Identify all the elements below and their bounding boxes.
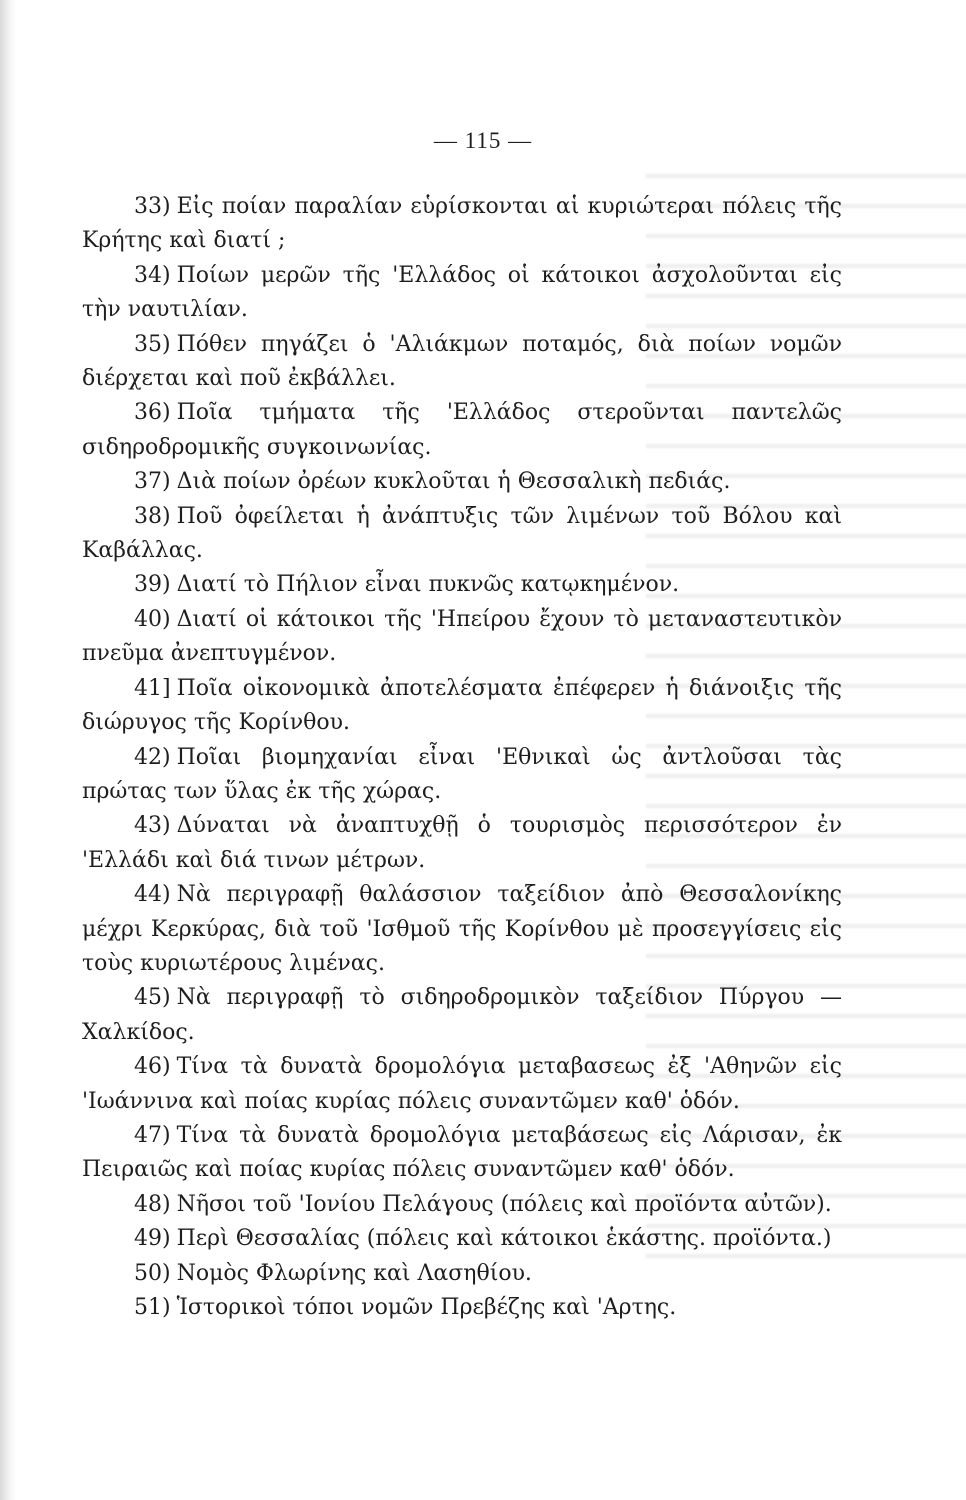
question-item [82,1291,842,1325]
question-text: Τίνα τὰ δυνατὰ δρομολόγια μεταβασεως ἐξ 'Αθηνῶν εἰς 'Ιωάννινα καὶ ποίας κυρίας πόλεις συναντῶμεν καθ' ὁδόν. [82,1054,842,1114]
question-text: Διατί τὸ Πήλιον εἶναι πυκνῶς κατῳκημένον. [176,572,680,598]
question-item [82,259,842,328]
question-number: 40) [134,606,171,632]
question-number: 45) [134,985,171,1011]
page-number: — 115 — [433,128,533,153]
question-list [82,190,842,1325]
question-text: Ποῖα τμήματα τῆς 'Ελλάδος στεροῦνται παντελῶς σιδηροδρομικῆς συγκοινωνίας. [82,400,842,460]
question-item [82,1119,842,1188]
question-number: 44) [134,882,171,908]
question-text: Νὰ περιγραφῇ τὸ σιδηροδρομικὸν ταξείδιον Πύργου —Χαλκίδος. [82,985,842,1045]
question-number: 46) [134,1054,171,1080]
question-number: 35) [134,331,171,357]
question-item [82,741,842,810]
question-item [82,396,842,465]
question-text: Ποῖαι βιομηχανίαι εἶναι 'Εθνικαὶ ὡς ἀντλοῦσαι τὰς πρώτας των ὕλας ἐκ τῆς χώρας. [82,744,842,804]
question-number: 34) [134,262,171,288]
question-number: 50) [134,1260,171,1286]
question-text: Νὰ περιγραφῇ θαλάσσιον ταξείδιον ἀπὸ Θεσσαλονίκης μέχρι Κερκύρας, διὰ τοῦ 'Ισθμοῦ τῆς Κορίνθου μὲ προσεγγίσεις εἰς τοὺς κυριωτέρους λιμένας. [82,882,842,976]
question-item [82,1222,842,1256]
question-number: 33) [134,194,171,219]
question-text: Εἰς ποίαν παραλίαν εὑρίσκονται αἱ κυριώτεραι πόλεις τῆς Κρήτης καὶ διατί ; [82,194,842,254]
question-text: Ποῦ ὀφείλεται ἡ ἀνάπτυξις τῶν λιμένων τοῦ Βόλου καὶ Καβάλλας. [82,503,842,564]
question-number: 37) [134,469,171,495]
question-text: Νομὸς Φλωρίνης καὶ Λασηθίου. [176,1260,532,1286]
question-item [82,1257,842,1291]
question-text: Ἱστορικοὶ τόποι νομῶν Πρεβέζης καὶ 'Αρτης. [176,1295,677,1320]
question-item [82,809,842,878]
question-item [82,568,842,602]
question-item [82,500,842,569]
question-number: 42) [134,744,171,770]
question-number: 39) [134,572,171,598]
question-text: Ποῖα οἰκονομικὰ ἀποτελέσματα ἐπέφερεν ἡ διάνοιξις τῆς διώρυγος τῆς Κορίνθου. [82,675,842,736]
question-number: 41] [134,675,171,701]
question-item [82,1188,842,1222]
question-number: 38) [134,503,171,529]
question-text: Νῆσοι τοῦ 'Ιονίου Πελάγους (πόλεις καὶ προϊόντα αὐτῶν). [176,1191,832,1217]
question-text: Πόθεν πηγάζει ὁ 'Αλιάκμων ποταμός, διὰ ποίων νομῶν διέρχεται καὶ ποῦ ἐκβάλλει. [82,331,842,392]
question-item [82,603,842,672]
question-number: 51) [134,1295,171,1320]
binding-shadow [0,0,16,1500]
question-item [82,1050,842,1119]
question-number: 48) [134,1191,171,1217]
question-item [82,328,842,397]
question-number: 49) [134,1226,171,1252]
question-text: Διατί οἱ κάτοικοι τῆς 'Ηπείρου ἔχουν τὸ μεταναστευτικὸν πνεῦμα ἀνεπτυγμένον. [82,606,842,667]
question-item [82,878,842,981]
question-text: Ποίων μερῶν τῆς 'Ελλάδος οἱ κάτοικοι ἀσχολοῦνται εἰς τὴν ναυτιλίαν. [82,262,842,323]
question-text: Τίνα τὰ δυνατὰ δρομολόγια μεταβάσεως εἰς Λάρισαν, ἐκ Πειραιῶς καὶ ποίας κυρίας πόλεις συναντῶμεν καθ' ὁδόν. [82,1122,842,1183]
question-number: 36) [134,400,171,426]
question-number: 47) [134,1122,171,1148]
question-item [82,190,842,259]
question-item [82,465,842,499]
question-text: Διὰ ποίων ὀρέων κυκλοῦται ἡ Θεσσαλικὴ πεδιάς. [176,469,731,495]
question-text: Δύναται νὰ ἀναπτυχθῇ ὁ τουρισμὸς περισσότερον ἐν 'Ελλάδι καὶ διά τινων μέτρων. [82,813,842,873]
question-text: Περὶ Θεσσαλίας (πόλεις καὶ κάτοικοι ἑκάστης. προϊόντα.) [176,1226,832,1252]
question-number: 43) [134,813,171,839]
question-item [82,981,842,1050]
question-item [82,672,842,741]
